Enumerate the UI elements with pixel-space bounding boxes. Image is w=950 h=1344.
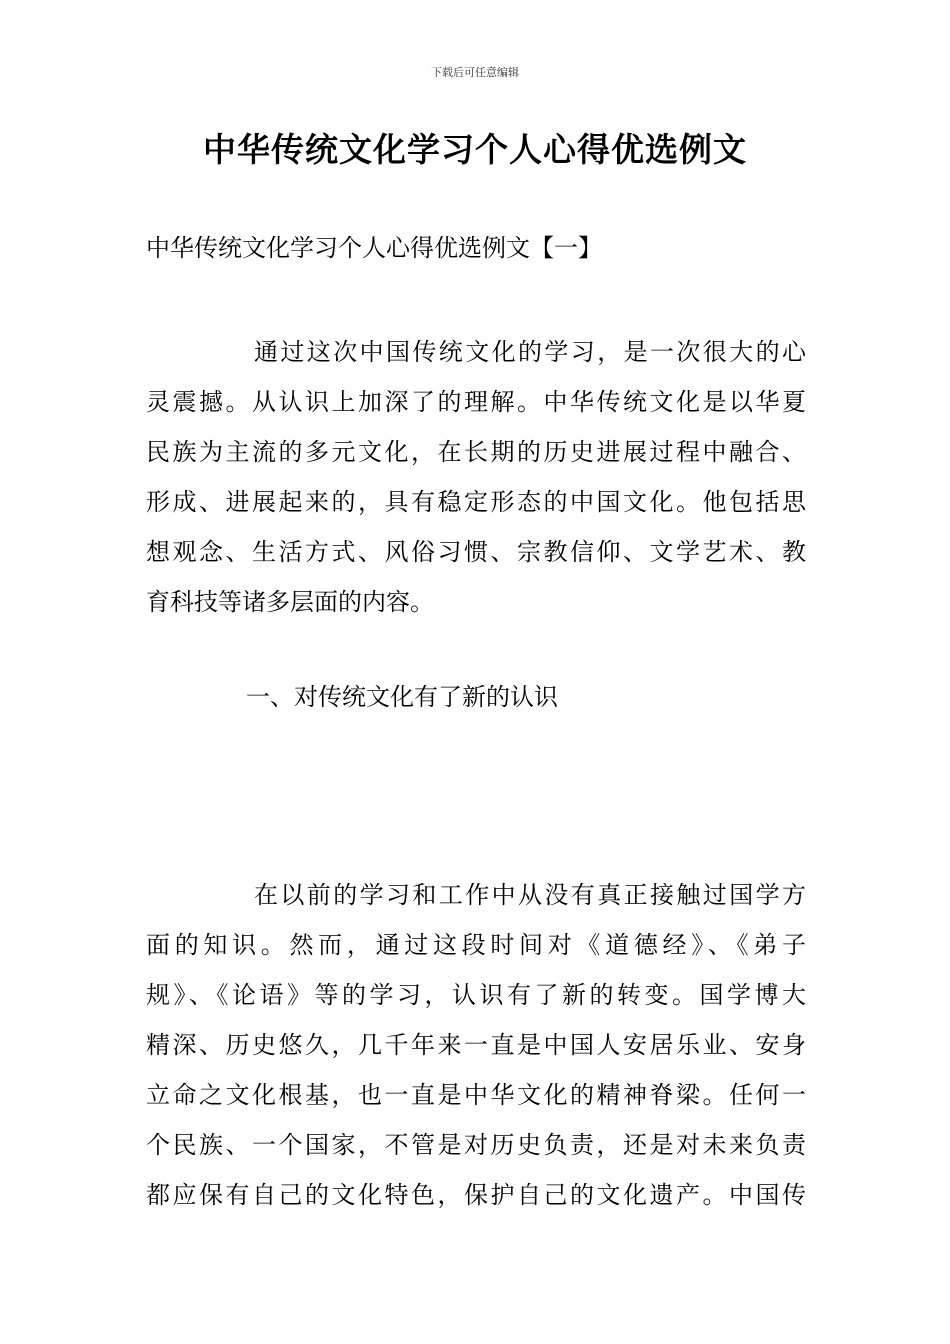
paragraph-intro bbox=[146, 327, 806, 627]
paragraph-line: 形成、进展起来的，具有稳定形态的中国文化。他包括思 bbox=[146, 488, 806, 516]
paragraph-line: 育科技等诸多层面的内容。 bbox=[146, 588, 434, 616]
paragraph-line: 通过这次中国传统文化的学习，是一次很大的心 bbox=[254, 338, 806, 366]
paragraph-line: 面的知识。然而，通过这段时间对《道德经》、《弟子 bbox=[146, 931, 806, 959]
section-heading bbox=[146, 672, 806, 722]
paragraph-line: 在以前的学习和工作中从没有真正接触过国学方 bbox=[254, 881, 806, 909]
paragraph-line: 规》、《论语》等的学习，认识有了新的转变。国学博大 bbox=[146, 981, 806, 1009]
paragraph-line: 立命之文化根基，也一直是中华文化的精神脊梁。任何一 bbox=[146, 1081, 806, 1109]
paragraph-line: 灵震撼。从认识上加深了的理解。中华传统文化是以华夏 bbox=[146, 388, 806, 416]
paragraph-line: 个民族、一个国家，不管是对历史负责，还是对未来负责 bbox=[146, 1131, 806, 1159]
document-title: 中华传统文化学习个人心得优选例文 bbox=[203, 130, 747, 169]
paragraph-line: 精深、历史悠久，几千年来一直是中国人安居乐业、安身 bbox=[146, 1031, 806, 1059]
paragraph-line: 想观念、生活方式、风俗习惯、宗教信仰、文学艺术、教 bbox=[146, 538, 806, 566]
document-subtitle: 中华传统文化学习个人心得优选例文【一】 bbox=[146, 234, 602, 262]
paragraph-line: 都应保有自己的文化特色，保护自己的文化遗产。中国传 bbox=[146, 1181, 806, 1209]
header-note: 下载后可任意编辑 bbox=[431, 66, 519, 79]
paragraph-line: 民族为主流的多元文化，在长期的历史进展过程中融合、 bbox=[146, 438, 806, 466]
section-heading-text: 一、对传统文化有了新的认识 bbox=[246, 683, 558, 711]
paragraph-body bbox=[146, 870, 806, 1220]
